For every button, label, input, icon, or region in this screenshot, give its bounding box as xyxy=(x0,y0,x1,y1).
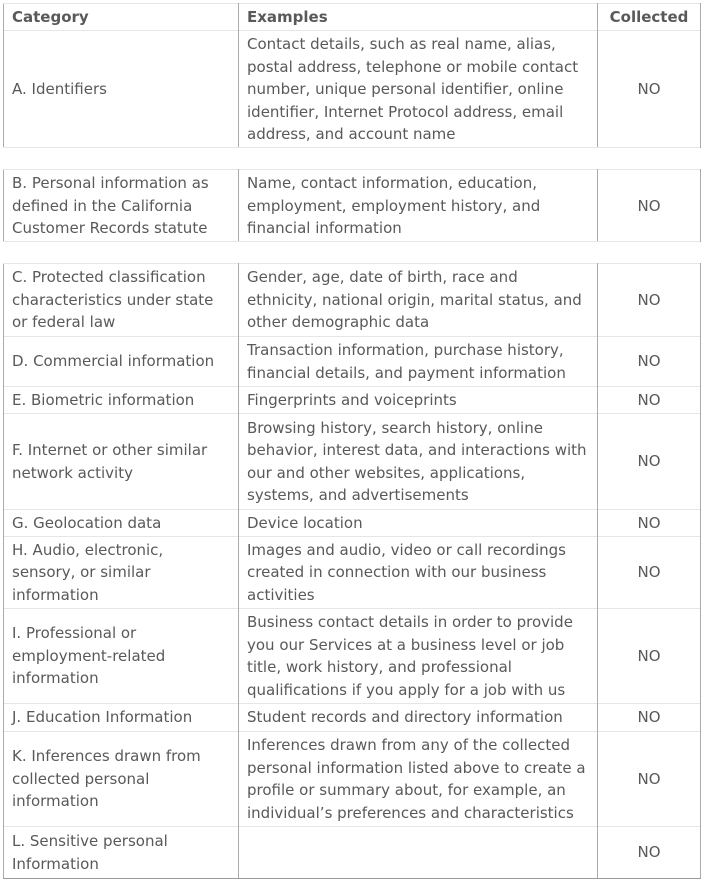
examples-cell: Browsing history, search history, online behavior, interest data, and interactions with our and other websites, applications, systems, and advertisements xyxy=(239,414,598,510)
examples-cell: Business contact details in order to provide you our Services at a business level or job title, work history, and professional qualifications if you apply for a job with us xyxy=(239,609,598,704)
table-row xyxy=(4,414,701,510)
table-row xyxy=(4,827,701,879)
collected-cell: NO xyxy=(598,732,701,827)
category-cell: I. Professional or employment-related information xyxy=(4,609,239,704)
header-examples: Examples xyxy=(239,4,598,31)
examples-cell: Inferences drawn from any of the collected personal information listed above to create a profile or summary about, for example, an individual’s preferences and characteristics xyxy=(239,732,598,827)
table-row xyxy=(4,732,701,827)
category-cell: A. Identifiers xyxy=(4,31,239,148)
table-row xyxy=(4,31,701,148)
examples-cell: Student records and directory information xyxy=(239,704,598,732)
category-cell: D. Commercial information xyxy=(4,337,239,387)
table-block-3 xyxy=(3,263,701,879)
category-cell: B. Personal information as defined in the California Customer Records statute xyxy=(4,170,239,242)
collected-cell: NO xyxy=(598,31,701,148)
table-block-2 xyxy=(3,169,701,242)
table-row xyxy=(4,337,701,387)
collected-cell: NO xyxy=(598,264,701,337)
collected-cell: NO xyxy=(598,337,701,387)
table-row xyxy=(4,264,701,337)
category-cell: J. Education Information xyxy=(4,704,239,732)
examples-cell: Name, contact information, education, employment, employment history, and financial information xyxy=(239,170,598,242)
table-row xyxy=(4,510,701,537)
header-collected: Collected xyxy=(598,4,701,31)
table-row xyxy=(4,387,701,414)
header-category: Category xyxy=(4,4,239,31)
collected-cell: NO xyxy=(598,510,701,537)
collected-cell: NO xyxy=(598,414,701,510)
table-row xyxy=(4,609,701,704)
examples-cell: Fingerprints and voiceprints xyxy=(239,387,598,414)
row-divider xyxy=(3,241,700,242)
examples-cell: Gender, age, date of birth, race and ethnicity, national origin, marital status, and other demographic data xyxy=(239,264,598,337)
table-row xyxy=(4,170,701,242)
collected-cell: NO xyxy=(598,387,701,414)
header-row xyxy=(4,4,701,31)
examples-cell: Contact details, such as real name, alias, postal address, telephone or mobile contact number, unique personal identifier, online identifier, Internet Protocol address, email address, and account name xyxy=(239,31,598,148)
examples-cell: Images and audio, video or call recordings created in connection with our business activities xyxy=(239,537,598,609)
category-cell: L. Sensitive personal Information xyxy=(4,827,239,879)
table-row xyxy=(4,704,701,732)
category-cell: E. Biometric information xyxy=(4,387,239,414)
category-cell: G. Geolocation data xyxy=(4,510,239,537)
collected-cell: NO xyxy=(598,609,701,704)
table-row xyxy=(4,537,701,609)
category-cell: H. Audio, electronic, sensory, or similar information xyxy=(4,537,239,609)
category-cell: C. Protected classification characteristics under state or federal law xyxy=(4,264,239,337)
collected-cell: NO xyxy=(598,827,701,879)
examples-cell xyxy=(239,827,598,879)
table-block-1 xyxy=(3,3,701,148)
collected-cell: NO xyxy=(598,704,701,732)
category-cell: K. Inferences drawn from collected personal information xyxy=(4,732,239,827)
examples-cell: Device location xyxy=(239,510,598,537)
collected-cell: NO xyxy=(598,170,701,242)
collected-cell: NO xyxy=(598,537,701,609)
category-cell: F. Internet or other similar network activity xyxy=(4,414,239,510)
examples-cell: Transaction information, purchase history, financial details, and payment information xyxy=(239,337,598,387)
row-divider xyxy=(3,147,700,148)
